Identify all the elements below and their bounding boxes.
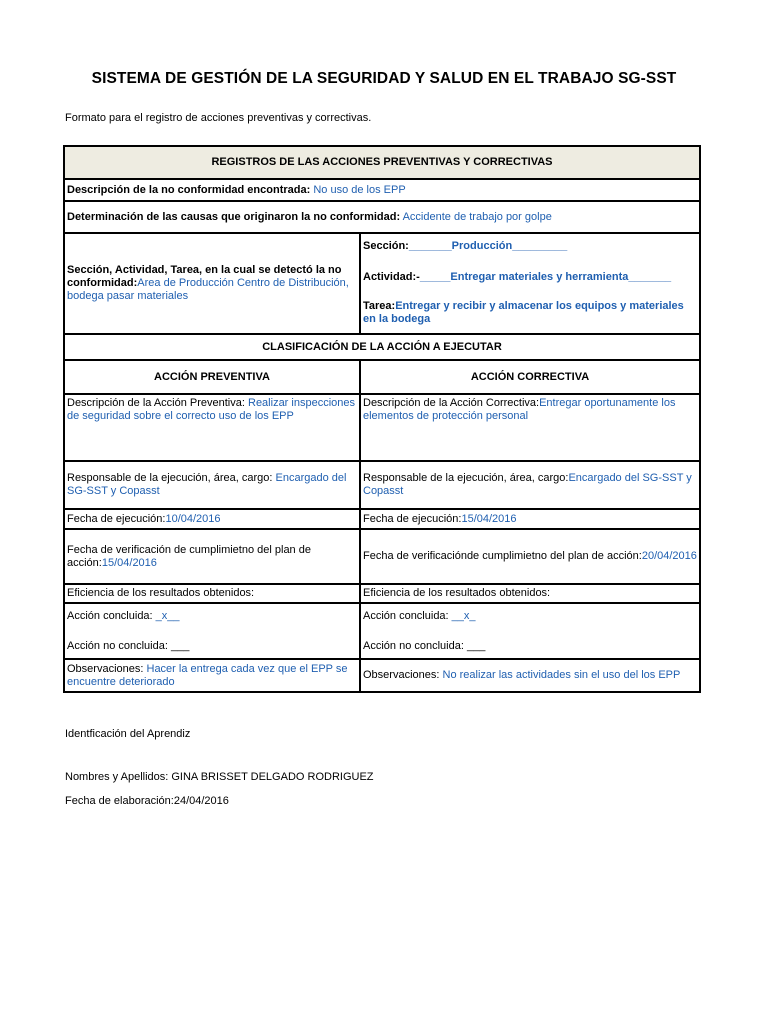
preventive-observations-value: Hacer la entrega cada vez que el EPP se encuentre deteriorado <box>67 662 348 688</box>
corrective-execution-date-value: 15/04/2016 <box>461 512 517 525</box>
corrective-observations-label: Observaciones: <box>363 669 440 681</box>
causes-label: Determinación de las causas que originaron la no conformidad: <box>67 210 401 223</box>
actividad-label: Actividad:- <box>363 271 420 283</box>
corrective-description-label: Descripción de la Acción Correctiva: <box>363 397 540 409</box>
seccion-label: Sección: <box>363 240 409 252</box>
preventive-responsible-value: Encargado del SG-SST y Copasst <box>67 472 347 497</box>
apprentice-id-label: Identficación del Aprendiz <box>65 728 191 740</box>
preventive-not-concluded-value: ___ <box>170 640 190 652</box>
tarea-value: Entregar y recibir y almacenar los equipos y materiales en la bodega <box>363 300 684 325</box>
actions-form-table <box>63 145 701 693</box>
nonconformity-row <box>64 179 700 201</box>
preventive-efficiency-label: Eficiencia de los resultados obtenidos: <box>64 584 360 603</box>
preventive-description-cell <box>64 394 360 461</box>
corrective-concluded-value: __x_ <box>451 610 476 622</box>
corrective-not-concluded-value: ___ <box>466 640 486 652</box>
corrective-efficiency-label: Eficiencia de los resultados obtenidos: <box>360 584 700 603</box>
tarea-label: Tarea: <box>363 300 396 312</box>
preventive-concluded-label: Acción concluida: <box>67 610 153 622</box>
elaboration-date: Fecha de elaboración:24/04/2016 <box>65 795 229 807</box>
corrective-responsible-value: Encargado del SG-SST y Copasst <box>363 472 692 497</box>
corrective-status-cell <box>360 603 700 659</box>
causes-row <box>64 201 700 233</box>
preventive-observations-cell <box>64 659 360 692</box>
seccion-value: _______Producción_________ <box>408 240 568 252</box>
corrective-responsible-cell <box>360 461 700 509</box>
page-title: SISTEMA DE GESTIÓN DE LA SEGURIDAD Y SALUD EN EL TRABAJO SG-SST <box>91 70 677 87</box>
corrective-concluded-label: Acción concluida: <box>363 610 449 622</box>
corrective-execution-date-label: Fecha de ejecución: <box>363 512 462 525</box>
preventive-header: ACCIÓN PREVENTIVA <box>64 360 360 394</box>
corrective-verification-cell <box>360 529 700 584</box>
preventive-observations-label: Observaciones: <box>67 662 144 675</box>
preventive-verification-cell <box>64 529 360 584</box>
nonconformity-label: Descripción de la no conformidad encontrada: <box>67 183 311 196</box>
causes-value: Accidente de trabajo por golpe <box>402 210 552 223</box>
preventive-not-concluded-label: Acción no concluida: <box>67 640 168 652</box>
classification-header: CLASIFICACIÓN DE LA ACCIÓN A EJECUTAR <box>64 334 700 360</box>
actividad-value: _____Entregar materiales y herramienta_______ <box>419 271 672 283</box>
section-activity-cell <box>64 233 360 334</box>
corrective-observations-cell <box>360 659 700 692</box>
corrective-verification-label: Fecha de verificaciónde cumplimietno del plan de acción: <box>363 550 642 562</box>
corrective-observations-value: No realizar las actividades sin el uso del los EPP <box>442 669 681 681</box>
preventive-concluded-value: _x__ <box>155 610 180 622</box>
preventive-responsible-label: Responsable de la ejecución, área, cargo: <box>67 472 273 484</box>
corrective-not-concluded-label: Acción no concluida: <box>363 640 464 652</box>
corrective-description-value: Entregar oportunamente los elementos de protección personal <box>363 397 676 422</box>
corrective-description-cell <box>360 394 700 461</box>
section-details-cell <box>360 233 700 334</box>
preventive-execution-date-value: 10/04/2016 <box>165 512 221 525</box>
preventive-execution-date-label: Fecha de ejecución: <box>67 512 166 525</box>
corrective-header: ACCIÓN CORRECTIVA <box>360 360 700 394</box>
apprentice-name: Nombres y Apellidos: GINA BRISSET DELGADO RODRIGUEZ <box>65 771 374 783</box>
section-activity-value: Area de Producción Centro de Distribución, bodega pasar materiales <box>67 277 349 302</box>
preventive-status-cell <box>64 603 360 659</box>
registros-header: REGISTROS DE LAS ACCIONES PREVENTIVAS Y CORRECTIVAS <box>64 146 700 179</box>
corrective-responsible-label: Responsable de la ejecución, área, cargo: <box>363 472 569 484</box>
corrective-verification-value: 20/04/2016 <box>641 550 697 562</box>
preventive-responsible-cell <box>64 461 360 509</box>
section-activity-label: Sección, Actividad, Tarea, en la cual se detectó la no conformidad: <box>67 264 342 289</box>
corrective-execution-date-cell <box>360 509 700 529</box>
nonconformity-value: No uso de los EPP <box>313 183 406 196</box>
preventive-description-value: Realizar inspecciones de seguridad sobre el correcto uso de los EPP <box>67 397 355 422</box>
page-subtitle: Formato para el registro de acciones preventivas y correctivas. <box>65 112 372 124</box>
preventive-verification-label: Fecha de verificación de cumplimietno del plan de acción: <box>67 543 311 569</box>
preventive-verification-value: 15/04/2016 <box>101 556 157 569</box>
preventive-execution-date-cell <box>64 509 360 529</box>
preventive-description-label: Descripción de la Acción Preventiva: <box>67 397 245 409</box>
